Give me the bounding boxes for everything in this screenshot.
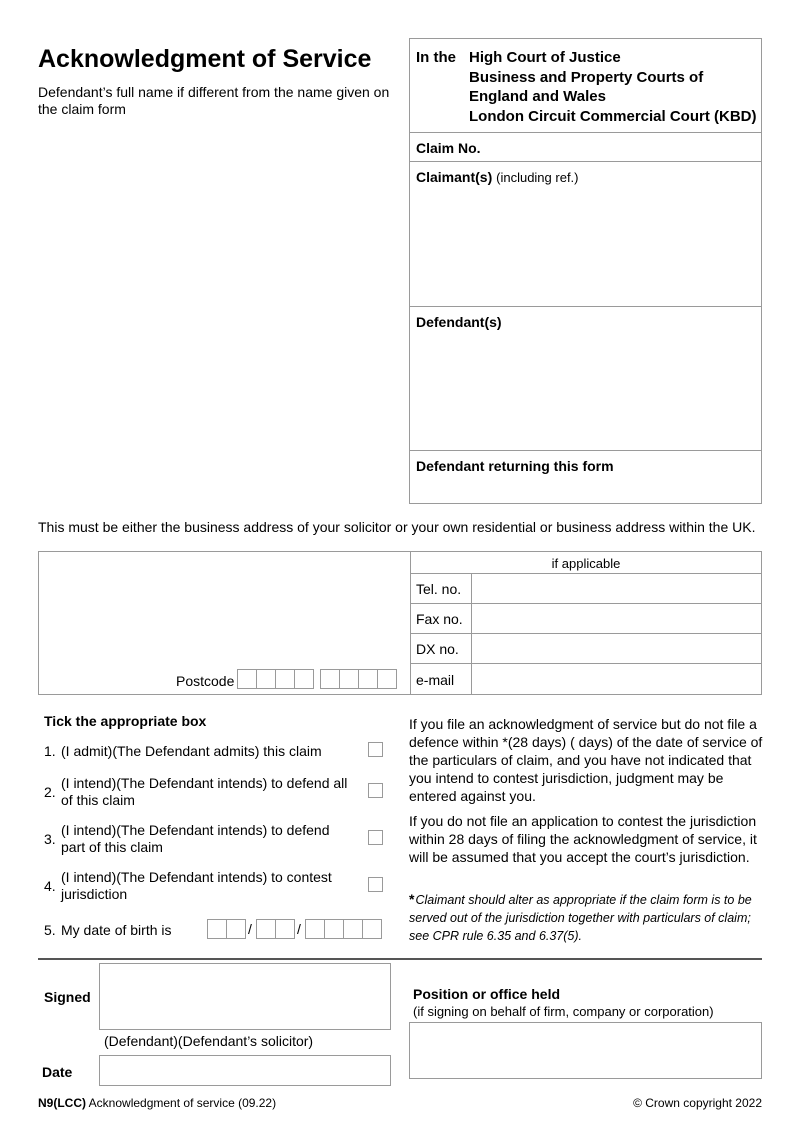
divider [410,306,761,307]
postcode-digit[interactable] [358,669,378,689]
signed-label: Signed [44,989,91,1005]
email-label: e-mail [416,672,455,688]
tick-heading: Tick the appropriate box [44,713,207,729]
defendants-field[interactable] [410,334,761,450]
default-judgment-note: If you file an acknowledgment of service but do not file a defence within *(28 days) ( days) of the date of service of the particulars of claim, and you have not indicated that you intend to contest jurisdiction, judgment may be entered against you. [409,716,763,804]
postcode-digit[interactable] [377,669,397,689]
tel-label: Tel. no. [416,581,462,597]
position-field[interactable] [409,1022,762,1079]
defendant-name-note: Defendant’s full name if different from the name given on the claim form [38,84,390,117]
defendants-label: Defendant(s) [416,314,502,330]
claimants-note: (including ref.) [496,170,579,185]
position-note: (if signing on behalf of firm, company or corporation) [413,1004,714,1019]
divider [410,161,761,162]
tick-item-num: 4. [44,878,56,894]
claimants-field[interactable] [410,189,761,305]
court-details-box [409,38,762,504]
contest-jurisdiction-checkbox[interactable] [368,877,383,892]
jurisdiction-note: If you do not file an application to contest the jurisdiction within 28 days of filing the acknowledgment of service, it will be assumed that you accept the court’s jurisdiction. [409,813,757,865]
dx-label: DX no. [416,641,459,657]
address-field[interactable] [39,552,409,662]
admit-checkbox[interactable] [368,742,383,757]
court-line: High Court of Justice [469,49,621,66]
tel-field[interactable] [472,574,761,603]
defend-all-checkbox[interactable] [368,783,383,798]
date-separator: / [248,921,252,937]
dob-year-digit[interactable] [362,919,382,939]
defendant-returning-label: Defendant returning this form [416,458,614,474]
claim-no-label: Claim No. [416,140,481,156]
dob-month-digit[interactable] [256,919,276,939]
court-line: Business and Property Courts of [469,68,704,86]
dob-year-digit[interactable] [343,919,363,939]
dob-label: My date of birth is [61,922,172,938]
tick-item-num: 3. [44,831,56,847]
form-code-desc: Acknowledgment of service (09.22) [88,1096,277,1110]
postcode-digit[interactable] [339,669,359,689]
tick-item-num: 2. [44,784,56,800]
if-applicable-label: if applicable [551,556,621,571]
dob-boxes [207,919,382,939]
court-name [469,48,757,126]
in-the-label: In the [416,49,456,66]
defend-part-checkbox[interactable] [368,830,383,845]
divider [410,450,761,451]
form-code [38,1096,276,1111]
signatory-role: (Defendant)(Defendant’s solicitor) [104,1033,314,1049]
claim-no-field[interactable] [492,133,760,161]
postcode-digit[interactable] [275,669,295,689]
address-instruction: This must be either the business address of your solicitor or your own residential or business address within the UK. [38,519,756,535]
tick-item-text: (I intend)(The Defendant intends) to contest jurisdiction [61,869,332,902]
position-label: Position or office held [413,986,561,1002]
defendant-returning-field[interactable] [410,477,761,503]
dx-field[interactable] [472,634,761,663]
form-title: Acknowledgment of Service [38,45,372,73]
dob-day-digit[interactable] [226,919,246,939]
postcode-digit[interactable] [237,669,257,689]
copyright: © Crown copyright 2022 [633,1096,762,1110]
dob-year-digit[interactable] [305,919,325,939]
dob-num: 5. [44,922,56,938]
claimants-heading [416,169,579,186]
section-divider [38,958,762,960]
address-box [38,551,762,695]
postcode-digit[interactable] [320,669,340,689]
date-label: Date [42,1064,73,1080]
postcode-boxes[interactable] [237,669,397,689]
court-line: England and Wales [469,88,606,105]
court-line: London Circuit Commercial Court (KBD) [469,107,757,125]
tick-item-text: (I intend)(The Defendant intends) to defend all of this claim [61,775,348,808]
dob-year-digit[interactable] [324,919,344,939]
signature-field[interactable] [99,963,391,1030]
claimants-label: Claimant(s) [416,169,493,185]
tick-item-text: (I admit)(The Defendant admits) this claim [61,743,322,759]
tick-item-num: 1. [44,743,56,759]
postcode-label: Postcode [176,673,235,689]
claimant-note [409,891,764,945]
form-code-id: N9(LCC) [38,1096,86,1110]
postcode-digit[interactable] [294,669,314,689]
tick-item-text: (I intend)(The Defendant intends) to defend part of this claim [61,822,330,855]
footnote-text: Claimant should alter as appropriate if the claim form is to be served out of the jurisdiction together with particulars of claim; see CPR rule 6.35 and 6.37(5). [409,893,752,943]
date-separator: / [297,921,301,937]
date-field[interactable] [99,1055,391,1086]
dob-day-digit[interactable] [207,919,227,939]
dob-month-digit[interactable] [275,919,295,939]
postcode-digit[interactable] [256,669,276,689]
fax-field[interactable] [472,604,761,633]
email-field[interactable] [472,664,761,694]
fax-label: Fax no. [416,611,463,627]
footnote-star: * [409,891,415,907]
